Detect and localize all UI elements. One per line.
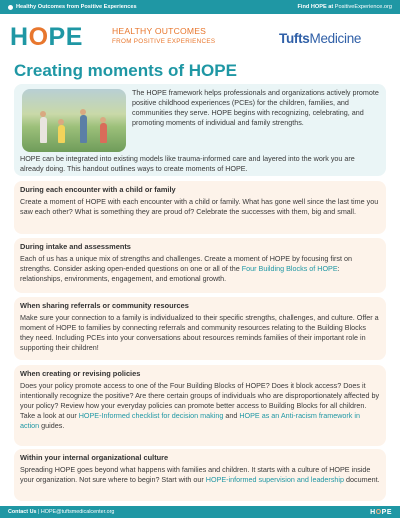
footer-separator: | [37,509,40,515]
intro-paragraph: HOPE can be integrated into existing models like trauma-informed care and layered into the work you are already doing. This handout outlines ways to create moments of HOPE. [20,154,355,173]
anti-racism-link[interactable]: HOPE as an Anti-racism framework in action [20,411,360,430]
section-heading: Within your internal organizational culture [20,453,169,462]
section-body: Each of us has a unique mix of strengths and challenges. Create a moment of HOPE by focusing first on strengths. Consider asking open-ended questions on one or all of the Four Building Blocks of HOPE: relationships, environments, engagement, and emotional growth. [20,254,353,283]
page-title: Creating moments of HOPE [14,61,237,80]
section-body: Spreading HOPE goes beyond what happens with families and children. It starts with a culture of HOPE inside your organization. Not sure where to begin? Start with our HOPE-informed supervision and leadership document. [20,465,380,484]
section-heading: During each encounter with a child or family [20,185,176,194]
intro-paragraph: The HOPE framework helps professionals and organizations actively promote positive childhood experiences (PCEs) for the children, families, and communities they serve. HOPE begins with recognizing, celebrating, and promoting moments of individual and family strengths. [132,88,379,127]
photo-figure [40,117,47,143]
photo-figure [58,125,65,143]
supervision-link[interactable]: HOPE-informed supervision and leadership [205,475,345,484]
top-banner-tagline [8,4,137,10]
section-body: Does your policy promote access to one of the Four Building Blocks of HOPE? Does it block access? Does it intentionally recognize the positive? Are there certain groups of individuals who are disproportionately affected by your policy? Review how your everyday policies can promote better access to Building Blocks for all children. Take a look at our HOPE-Informed checklist for decision making and HOPE as an Anti-racism framework in action guides. [20,381,380,430]
top-banner-text: Healthy Outcomes from Positive Experiences [16,4,137,10]
top-banner [0,0,400,14]
intro-panel [14,84,386,176]
hope-logo-line1: HEALTHY OUTCOMES [112,26,207,36]
section-card [14,181,386,234]
photo-figure-head [100,117,106,123]
tufts-medicine-logo: TuftsMedicine [279,31,362,46]
top-banner-find-label: Find HOPE at [297,4,334,10]
section-body: Make sure your connection to a family is individualized to their specific strengths, challenges, and culture. Offer a moment of HOPE to families by connecting referrals and community resources relating to the Building Blocks they need. Including PCEs into your conversations about resources reminds families of their important role in supporting their children! [20,313,379,352]
photo-figure [100,123,107,143]
building-blocks-link[interactable]: Four Building Blocks of HOPE [241,264,338,273]
family-photo [22,89,126,152]
footer-hope-logo: HOPE [370,508,392,516]
top-banner-find [297,4,392,10]
photo-figure-head [80,109,86,115]
section-heading: When sharing referrals or community resources [20,301,189,310]
section-heading: When creating or revising policies [20,369,141,378]
footer-email-link[interactable]: HOPE@tuftsmedicalcenter.org [40,509,115,515]
hope-mark-icon [8,5,13,10]
footer-contact-label: Contact Us [8,509,37,515]
page-footer [0,506,400,518]
hope-logo: HOPE [10,23,83,51]
section-card [14,449,386,501]
hope-logo-o: O [28,23,49,51]
footer-contact [8,509,114,515]
photo-figure [80,115,87,143]
section-card [14,297,386,360]
photo-figure-head [40,111,46,117]
section-card [14,238,386,293]
section-body: Create a moment of HOPE with each encounter with a child or family. What has gone well since the last time you saw each other? What is something they are proud of? Celebrate the successes with them, big and small. [20,197,379,216]
hope-logo-line2: FROM POSITIVE EXPERIENCES [112,37,216,45]
photo-figure-head [58,119,64,125]
page-header [0,14,400,62]
checklist-link[interactable]: HOPE-Informed checklist for decision making [78,411,224,420]
website-link[interactable]: PositiveExperience.org [334,4,392,10]
section-card [14,365,386,446]
hope-logo-tagline [112,27,215,46]
section-heading: During intake and assessments [20,242,131,251]
